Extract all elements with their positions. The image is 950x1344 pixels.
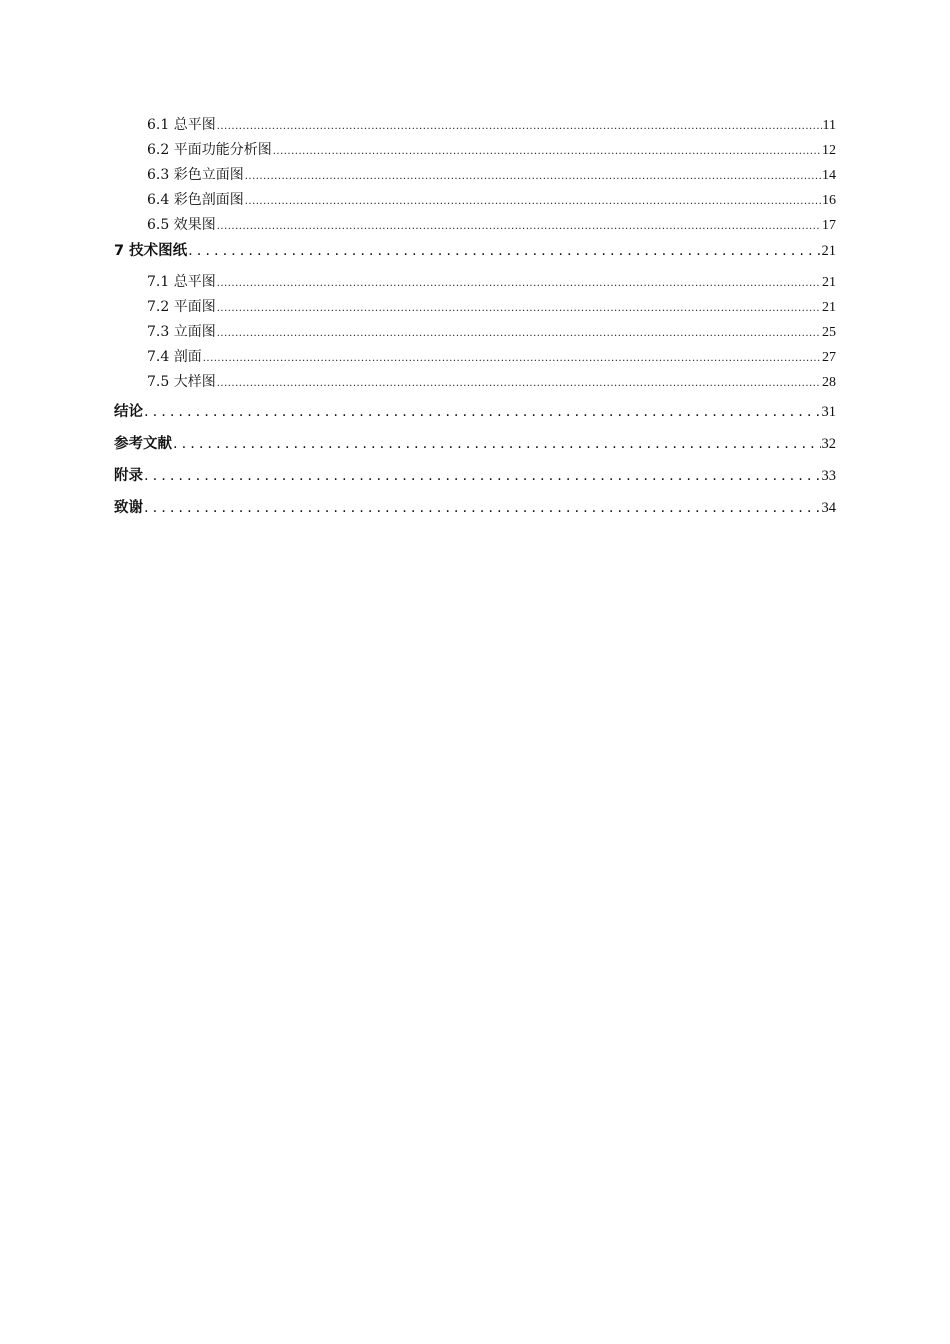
- toc-entry-7-3[interactable]: [114, 321, 836, 346]
- toc-entry-title: 结论: [114, 404, 143, 420]
- toc-entry-title: 7.5 大样图: [147, 374, 216, 390]
- toc-leader-dots: [217, 217, 821, 233]
- toc-entry-page: 21: [822, 275, 836, 290]
- toc-entry-page: 25: [822, 325, 836, 340]
- toc-entry-page: 14: [822, 168, 836, 183]
- toc-entry-title: 6.2 平面功能分析图: [147, 142, 272, 158]
- toc-leader-dots: [144, 500, 821, 516]
- toc-entry-7-1[interactable]: [114, 271, 836, 296]
- toc-leader-dots: [273, 142, 821, 158]
- toc-entry-page: 16: [822, 193, 836, 208]
- toc-entry-6-3[interactable]: [114, 164, 836, 189]
- toc-entry-6-2[interactable]: [114, 139, 836, 164]
- toc-entry-conclusion[interactable]: [114, 400, 836, 432]
- toc-entry-7-5[interactable]: [114, 371, 836, 396]
- toc-leader-dots: [245, 167, 821, 183]
- toc-entry-page: 28: [822, 375, 836, 390]
- toc-entry-page: 27: [822, 350, 836, 365]
- toc-entry-references[interactable]: [114, 432, 836, 464]
- toc-entry-title: 参考文献: [114, 436, 172, 452]
- toc-leader-dots: [217, 374, 821, 390]
- toc-entry-title: 7.1 总平图: [147, 274, 216, 290]
- toc-entry-title: 6.4 彩色剖面图: [147, 192, 244, 208]
- toc-leader-dots: [217, 299, 821, 315]
- toc-leader-dots: [144, 404, 821, 420]
- toc-leader-dots: [217, 324, 821, 340]
- toc-entry-page: 12: [822, 143, 836, 158]
- toc-entry-6-5[interactable]: [114, 214, 836, 239]
- toc-entry-chapter-7[interactable]: [114, 239, 836, 271]
- toc-entry-page: 31: [821, 404, 836, 420]
- toc-entry-page: 33: [821, 468, 836, 484]
- toc-leader-dots: [203, 349, 821, 365]
- table-of-contents: [114, 114, 836, 528]
- toc-leader-dots: [144, 468, 821, 484]
- toc-entry-title: 7.2 平面图: [147, 299, 216, 315]
- toc-entry-title: 7.4 剖面: [147, 349, 202, 365]
- toc-entry-title: 6.1 总平图: [147, 117, 216, 133]
- toc-entry-title: 6.3 彩色立面图: [147, 167, 244, 183]
- toc-entry-title: 致谢: [114, 500, 143, 516]
- toc-entry-page: 21: [822, 300, 836, 315]
- toc-entry-page: 32: [821, 436, 836, 452]
- toc-entry-title: 7 技术图纸: [114, 243, 188, 259]
- toc-entry-title: 6.5 效果图: [147, 217, 216, 233]
- toc-entry-7-2[interactable]: [114, 296, 836, 321]
- toc-leader-dots: [188, 243, 820, 259]
- toc-entry-page: 11: [822, 118, 836, 133]
- toc-entry-appendix[interactable]: [114, 464, 836, 496]
- toc-entry-7-4[interactable]: [114, 346, 836, 371]
- toc-entry-page: 21: [821, 243, 836, 259]
- toc-leader-dots: [245, 192, 821, 208]
- toc-leader-dots: [217, 274, 821, 290]
- toc-entry-page: 17: [822, 218, 836, 233]
- toc-entry-acknowledgements[interactable]: [114, 496, 836, 528]
- toc-leader-dots: [173, 436, 821, 452]
- toc-entry-page: 34: [821, 500, 836, 516]
- toc-leader-dots: [217, 117, 822, 133]
- toc-entry-6-4[interactable]: [114, 189, 836, 214]
- toc-entry-6-1[interactable]: [114, 114, 836, 139]
- toc-entry-title: 附录: [114, 468, 143, 484]
- toc-entry-title: 7.3 立面图: [147, 324, 216, 340]
